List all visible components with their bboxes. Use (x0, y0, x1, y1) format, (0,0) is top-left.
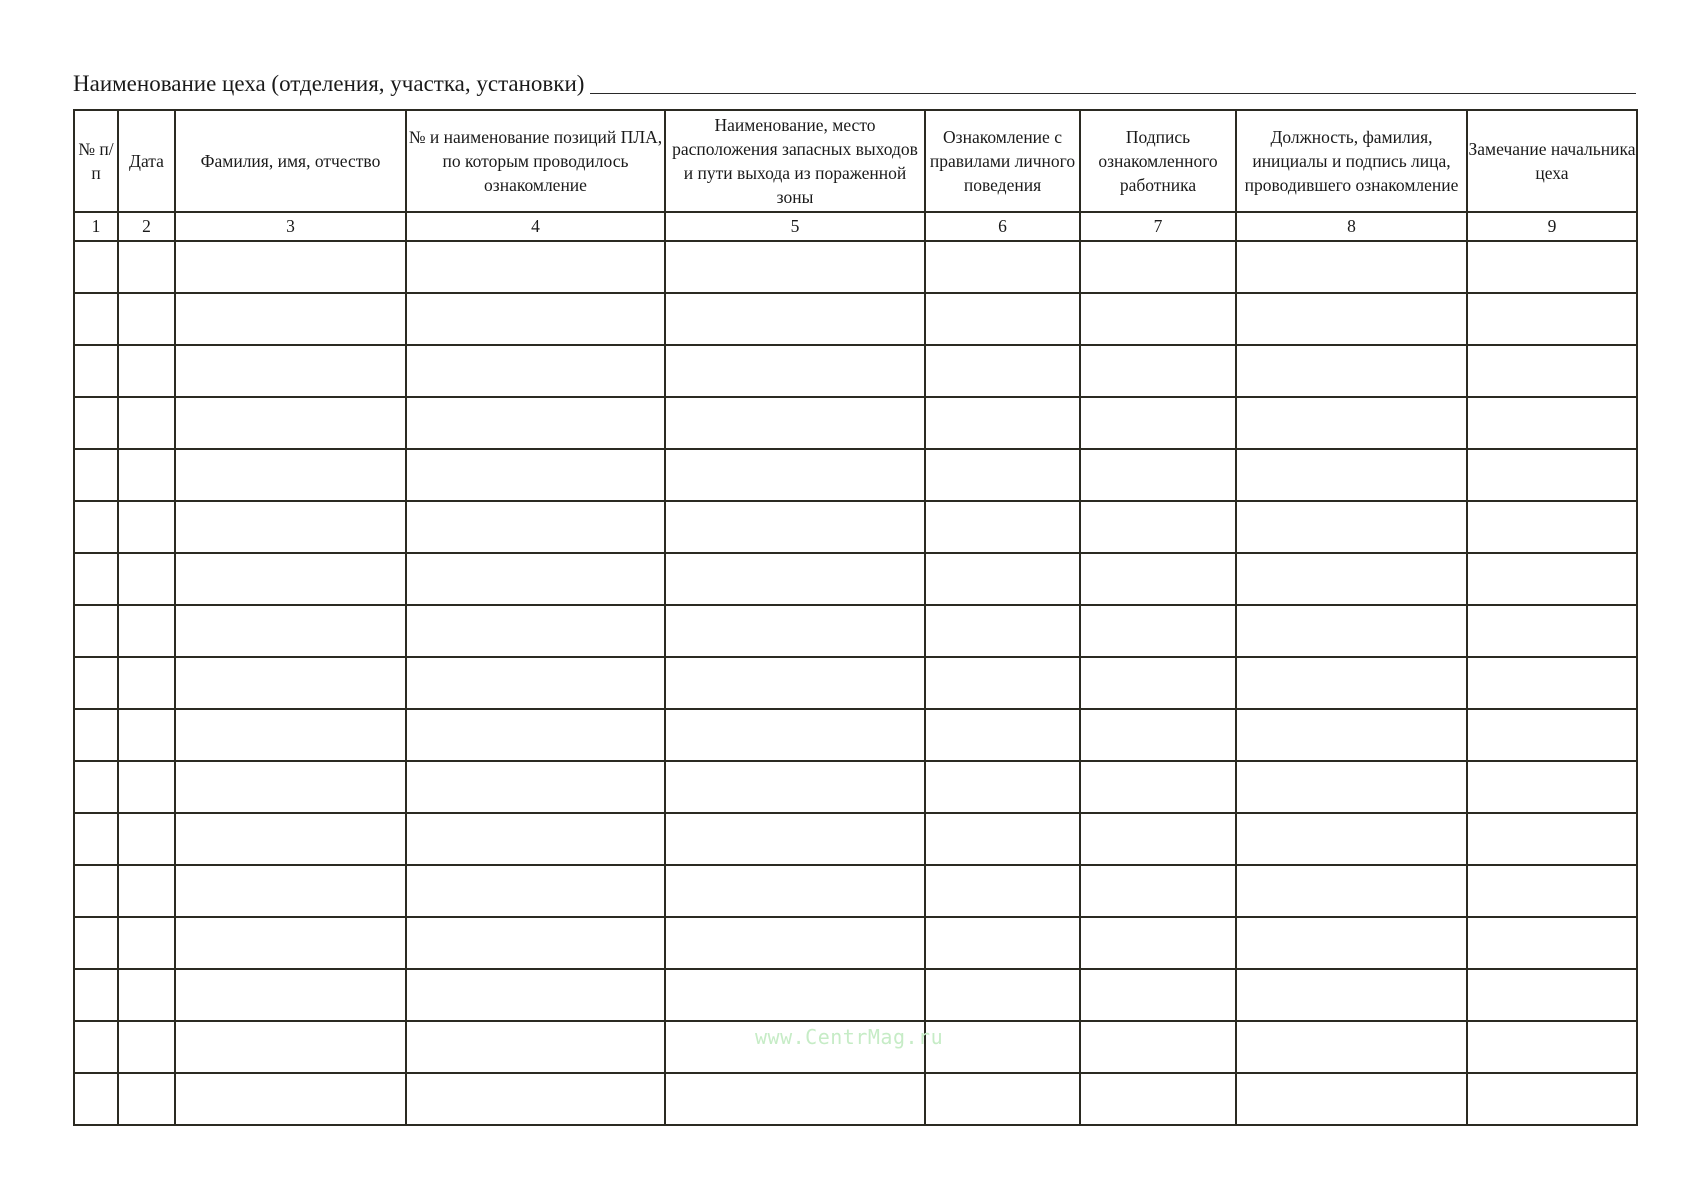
entry-cell[interactable] (1080, 761, 1236, 813)
column-number: 2 (118, 212, 175, 241)
entry-cell[interactable] (665, 397, 925, 449)
column-number: 7 (1080, 212, 1236, 241)
entry-cell[interactable] (175, 865, 406, 917)
entry-cell[interactable] (118, 605, 175, 657)
column-number: 1 (74, 212, 118, 241)
entry-cell[interactable] (1467, 241, 1637, 293)
entry-cell[interactable] (1467, 605, 1637, 657)
entry-cell[interactable] (118, 813, 175, 865)
column-number: 4 (406, 212, 665, 241)
entry-cell[interactable] (118, 1021, 175, 1073)
entry-cell[interactable] (406, 397, 665, 449)
entry-cell[interactable] (1080, 345, 1236, 397)
entry-cell[interactable] (1080, 397, 1236, 449)
entry-cell[interactable] (1467, 1021, 1637, 1073)
entry-cell[interactable] (175, 1073, 406, 1125)
table-row (74, 969, 1637, 1021)
entry-cell[interactable] (1236, 761, 1467, 813)
entry-cell[interactable] (1467, 397, 1637, 449)
entry-cell[interactable] (1080, 501, 1236, 553)
table-row (74, 501, 1637, 553)
table-row (74, 605, 1637, 657)
workshop-name-blank[interactable] (590, 73, 1636, 94)
entry-cell[interactable] (1467, 813, 1637, 865)
entry-cell[interactable] (925, 501, 1080, 553)
column-header-behavior-rules: Ознакомление с правилами личного поведения (925, 110, 1080, 212)
entry-cell[interactable] (1236, 1021, 1467, 1073)
entry-cell[interactable] (925, 345, 1080, 397)
entry-cell[interactable] (1467, 657, 1637, 709)
entry-cell[interactable] (74, 293, 118, 345)
entry-cell[interactable] (1467, 917, 1637, 969)
entry-cell[interactable] (74, 657, 118, 709)
column-header-pla-positions: № и наименование позиций ПЛА, по которым проводилось ознакомление (406, 110, 665, 212)
entry-cell[interactable] (74, 605, 118, 657)
entry-cell[interactable] (74, 917, 118, 969)
entry-cell[interactable] (118, 761, 175, 813)
entry-cell[interactable] (1236, 293, 1467, 345)
table-row (74, 293, 1637, 345)
entry-cell[interactable] (1467, 969, 1637, 1021)
table-header-row (74, 110, 1637, 212)
entry-cell[interactable] (118, 709, 175, 761)
entry-cell[interactable] (1236, 969, 1467, 1021)
table-row (74, 449, 1637, 501)
entry-cell[interactable] (406, 501, 665, 553)
entry-cell[interactable] (406, 865, 665, 917)
entry-cell[interactable] (406, 969, 665, 1021)
entry-cell[interactable] (175, 605, 406, 657)
entry-cell[interactable] (1467, 761, 1637, 813)
entry-cell[interactable] (118, 293, 175, 345)
entry-cell[interactable] (925, 293, 1080, 345)
entry-cell[interactable] (1080, 813, 1236, 865)
column-number: 3 (175, 212, 406, 241)
entry-cell[interactable] (925, 1073, 1080, 1125)
column-header-instructor: Должность, фамилия, инициалы и подпись лица, проводившего ознакомление (1236, 110, 1467, 212)
entry-cell[interactable] (118, 241, 175, 293)
entry-cell[interactable] (925, 813, 1080, 865)
entry-cell[interactable] (74, 501, 118, 553)
entry-cell[interactable] (665, 449, 925, 501)
entry-cell[interactable] (1236, 1073, 1467, 1125)
table-row (74, 917, 1637, 969)
column-number: 8 (1236, 212, 1467, 241)
table-row (74, 709, 1637, 761)
column-number: 5 (665, 212, 925, 241)
entry-cell[interactable] (925, 397, 1080, 449)
entry-cell[interactable] (1236, 605, 1467, 657)
entry-cell[interactable] (1080, 1021, 1236, 1073)
entry-cell[interactable] (1236, 709, 1467, 761)
entry-cell[interactable] (118, 657, 175, 709)
entry-cell[interactable] (406, 449, 665, 501)
entry-cell[interactable] (1080, 657, 1236, 709)
table-row (74, 865, 1637, 917)
table-row (74, 397, 1637, 449)
table-row (74, 1073, 1637, 1125)
entry-cell[interactable] (175, 449, 406, 501)
entry-cell[interactable] (925, 553, 1080, 605)
entry-cell[interactable] (175, 917, 406, 969)
entry-cell[interactable] (665, 553, 925, 605)
entry-cell[interactable] (1080, 605, 1236, 657)
entry-cell[interactable] (175, 657, 406, 709)
entry-cell[interactable] (406, 657, 665, 709)
column-header-worker-signature: Подпись ознакомленного работника (1080, 110, 1236, 212)
entry-cell[interactable] (406, 605, 665, 657)
entry-cell[interactable] (925, 657, 1080, 709)
entry-cell[interactable] (1080, 241, 1236, 293)
entry-cell[interactable] (1080, 293, 1236, 345)
entry-cell[interactable] (925, 761, 1080, 813)
entry-cell[interactable] (406, 917, 665, 969)
entry-cell[interactable] (1467, 449, 1637, 501)
entry-cell[interactable] (1080, 449, 1236, 501)
column-header-chief-remark: Замечание начальника цеха (1467, 110, 1637, 212)
entry-cell[interactable] (1236, 345, 1467, 397)
entry-cell[interactable] (406, 1073, 665, 1125)
entry-cell[interactable] (175, 345, 406, 397)
table-row (74, 813, 1637, 865)
entry-cell[interactable] (1467, 501, 1637, 553)
entry-cell[interactable] (925, 709, 1080, 761)
entry-cell[interactable] (1467, 293, 1637, 345)
entry-cell[interactable] (74, 345, 118, 397)
entry-cell[interactable] (406, 553, 665, 605)
entry-cell[interactable] (74, 813, 118, 865)
entry-cell[interactable] (175, 553, 406, 605)
entry-cell[interactable] (925, 917, 1080, 969)
entry-cell[interactable] (74, 241, 118, 293)
entry-cell[interactable] (406, 241, 665, 293)
entry-cell[interactable] (1467, 345, 1637, 397)
entry-cell[interactable] (665, 605, 925, 657)
entry-cell[interactable] (406, 709, 665, 761)
entry-cell[interactable] (1236, 397, 1467, 449)
entry-cell[interactable] (1467, 709, 1637, 761)
entry-cell[interactable] (1236, 501, 1467, 553)
entry-cell[interactable] (1236, 917, 1467, 969)
entry-cell[interactable] (118, 501, 175, 553)
entry-cell[interactable] (1236, 657, 1467, 709)
entry-cell[interactable] (118, 1073, 175, 1125)
entry-cell[interactable] (665, 501, 925, 553)
journal-body (74, 241, 1637, 1125)
entry-cell[interactable] (665, 969, 925, 1021)
entry-cell[interactable] (665, 761, 925, 813)
entry-cell[interactable] (175, 813, 406, 865)
entry-cell[interactable] (74, 553, 118, 605)
entry-cell[interactable] (406, 813, 665, 865)
table-row (74, 345, 1637, 397)
watermark: www.CentrMag.ru (755, 1025, 944, 1049)
entry-cell[interactable] (1080, 553, 1236, 605)
entry-cell[interactable] (175, 761, 406, 813)
entry-cell[interactable] (1080, 709, 1236, 761)
entry-cell[interactable] (1467, 1073, 1637, 1125)
journal-table (73, 109, 1638, 1126)
entry-cell[interactable] (74, 1073, 118, 1125)
entry-cell[interactable] (406, 293, 665, 345)
entry-cell[interactable] (1236, 553, 1467, 605)
entry-cell[interactable] (175, 969, 406, 1021)
entry-cell[interactable] (74, 969, 118, 1021)
table-row (74, 553, 1637, 605)
entry-cell[interactable] (1236, 865, 1467, 917)
entry-cell[interactable] (118, 553, 175, 605)
workshop-name-line (73, 64, 1636, 98)
entry-cell[interactable] (175, 293, 406, 345)
entry-cell[interactable] (925, 969, 1080, 1021)
entry-cell[interactable] (665, 1073, 925, 1125)
entry-cell[interactable] (665, 813, 925, 865)
entry-cell[interactable] (74, 865, 118, 917)
column-number: 9 (1467, 212, 1637, 241)
entry-cell[interactable] (1080, 1073, 1236, 1125)
workshop-name-label: Наименование цеха (отделения, участка, установки) (73, 71, 585, 96)
entry-cell[interactable] (1467, 553, 1637, 605)
column-header-full-name: Фамилия, имя, отчество (175, 110, 406, 212)
entry-cell[interactable] (118, 917, 175, 969)
entry-cell[interactable] (925, 241, 1080, 293)
entry-cell[interactable] (175, 709, 406, 761)
entry-cell[interactable] (406, 761, 665, 813)
entry-cell[interactable] (74, 761, 118, 813)
entry-cell[interactable] (665, 293, 925, 345)
entry-cell[interactable] (665, 657, 925, 709)
entry-cell[interactable] (74, 449, 118, 501)
entry-cell[interactable] (74, 397, 118, 449)
entry-cell[interactable] (175, 501, 406, 553)
entry-cell[interactable] (118, 969, 175, 1021)
entry-cell[interactable] (175, 397, 406, 449)
entry-cell[interactable] (175, 1021, 406, 1073)
entry-cell[interactable] (406, 1021, 665, 1073)
entry-cell[interactable] (1467, 865, 1637, 917)
entry-cell[interactable] (118, 449, 175, 501)
entry-cell[interactable] (175, 241, 406, 293)
entry-cell[interactable] (665, 241, 925, 293)
column-header-date: Дата (118, 110, 175, 212)
entry-cell[interactable] (665, 917, 925, 969)
entry-cell[interactable] (1080, 865, 1236, 917)
entry-cell[interactable] (665, 345, 925, 397)
table-row (74, 761, 1637, 813)
entry-cell[interactable] (925, 605, 1080, 657)
entry-cell[interactable] (118, 397, 175, 449)
entry-cell[interactable] (1236, 449, 1467, 501)
entry-cell[interactable] (74, 1021, 118, 1073)
table-row (74, 241, 1637, 293)
column-number: 6 (925, 212, 1080, 241)
entry-cell[interactable] (1080, 969, 1236, 1021)
entry-cell[interactable] (118, 865, 175, 917)
entry-cell[interactable] (925, 449, 1080, 501)
entry-cell[interactable] (1236, 241, 1467, 293)
column-header-emergency-exits: Наименование, место расположения запасных выходов и пути выхода из пораженной зоны (665, 110, 925, 212)
entry-cell[interactable] (118, 345, 175, 397)
column-header-index: № п/п (74, 110, 118, 212)
entry-cell[interactable] (665, 865, 925, 917)
column-number-row (74, 212, 1637, 241)
table-row (74, 657, 1637, 709)
entry-cell[interactable] (925, 1021, 1080, 1073)
entry-cell[interactable] (1080, 917, 1236, 969)
entry-cell[interactable] (74, 709, 118, 761)
entry-cell[interactable] (665, 709, 925, 761)
entry-cell[interactable] (406, 345, 665, 397)
entry-cell[interactable] (925, 865, 1080, 917)
entry-cell[interactable] (1236, 813, 1467, 865)
